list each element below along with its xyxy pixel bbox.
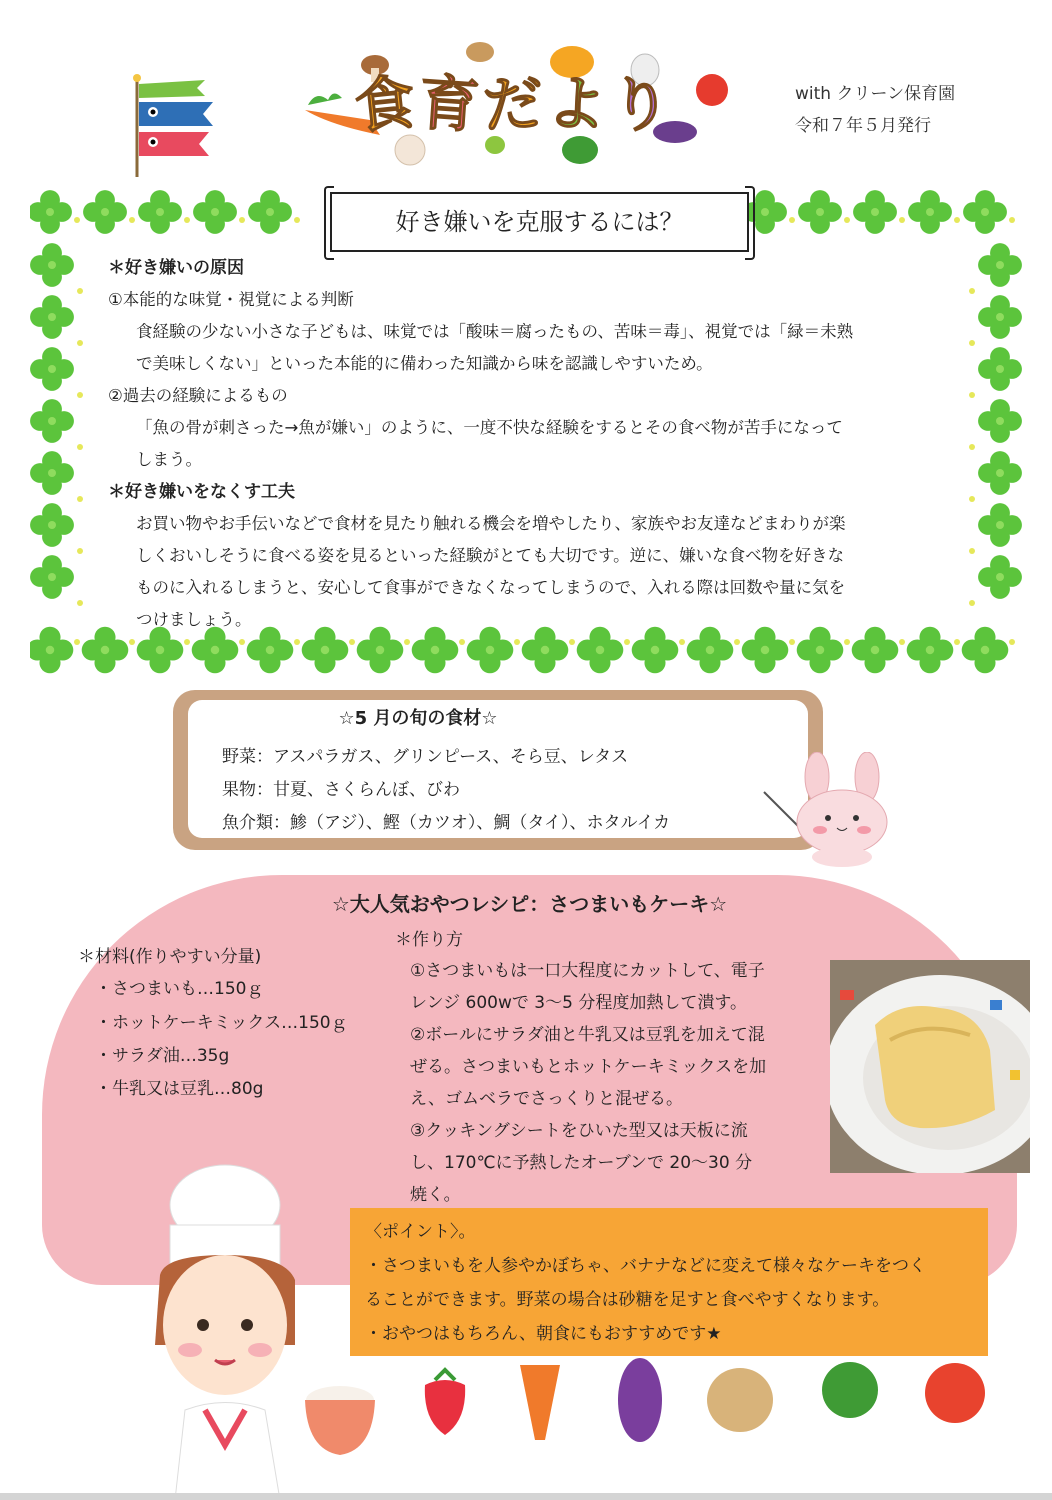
clover-icon (138, 190, 182, 234)
cause1-title: ①本能的な味覚・視覚による判断 (108, 290, 354, 309)
title-char: 食 (351, 66, 423, 144)
dot-icon (969, 548, 975, 554)
dot-icon (77, 392, 83, 398)
step-line: し、170℃に予熱したオーブンで 20～30 分 (410, 1153, 753, 1173)
cause-heading: ＊好き嫌いの原因 (108, 258, 244, 278)
dot-icon (77, 600, 83, 606)
materials-heading: ＊材料(作りやすい分量) (78, 947, 262, 967)
cause1-line1: 食経験の少ない小さな子どもは、味覚では「酸味＝腐ったもの、苦味＝毒」、視覚では「緑＝未熟 (136, 322, 854, 341)
dot-icon (969, 392, 975, 398)
clover-icon (978, 503, 1022, 547)
clover-icon (978, 399, 1022, 443)
clover-icon (83, 190, 127, 234)
dot-icon (404, 639, 410, 645)
dot-icon (954, 217, 960, 223)
cake-photo (830, 960, 1030, 1173)
dot-icon (624, 639, 630, 645)
cause2-title: ②過去の経験によるもの (108, 386, 288, 405)
dot-icon (954, 639, 960, 645)
material-item: ・さつまいも…150ｇ (95, 979, 264, 999)
koinobori-illustration (125, 72, 220, 182)
cause2-line1: 「魚の骨が刺さった→魚が嫌い」のように、一度不快な経験をするとその食べ物が苦手になって (136, 418, 843, 437)
recipe-steps (410, 955, 810, 1211)
step-line: レンジ 600wで 3～5 分程度加熱して潰す。 (410, 993, 747, 1013)
dot-icon (129, 217, 135, 223)
season-vegetables: 野菜：アスパラガス、グリンピース、そら豆、レタス (222, 747, 629, 767)
step-line: 焼く。 (410, 1185, 461, 1205)
rabbit-illustration (762, 752, 912, 867)
dot-icon (969, 444, 975, 450)
dot-icon (77, 288, 83, 294)
dot-icon (74, 639, 80, 645)
dot-icon (294, 217, 300, 223)
fix-line2: しくおいしそうに食べる姿を見るといった経験がとても大切です。逆に、嫌いな食べ物を好きな (136, 546, 845, 565)
recipe-title: ☆大人気おやつレシピ：さつまいもケーキ☆ (331, 892, 728, 916)
food-row-illustration (415, 1345, 1005, 1445)
publisher-info (795, 78, 955, 142)
clover-icon (978, 451, 1022, 495)
point-line3: ・おやつはもちろん、朝食にもおすすめです★ (365, 1324, 722, 1344)
topic-heading-banner (330, 192, 749, 252)
dot-icon (1009, 639, 1015, 645)
season-fruits: 果物：甘夏、さくらんぼ、びわ (222, 780, 460, 800)
point-line1: ・さつまいもを人参やかぼちゃ、バナナなどに変えて様々なケーキをつく (365, 1256, 926, 1276)
material-item: ・サラダ油…35g (95, 1046, 230, 1066)
title-char: よ (544, 67, 614, 143)
dot-icon (569, 639, 575, 645)
clover-icon (962, 627, 1009, 674)
picky-eating-article (108, 252, 953, 636)
cause2-line2: しまう。 (136, 450, 202, 469)
steps-heading: ＊作り方 (395, 930, 463, 950)
step-line: ぜる。さつまいもとホットケーキミックスを加 (410, 1057, 767, 1077)
fix-line1: お買い物やお手伝いなどで食材を見たり触れる機会を増やしたり、家族やお友達などまわりが楽 (136, 514, 846, 533)
dot-icon (969, 288, 975, 294)
newsletter-title (351, 60, 678, 150)
dot-icon (74, 217, 80, 223)
dot-icon (294, 639, 300, 645)
title-char: だ (481, 68, 549, 142)
step-line: ①さつまいもは一口大程度にカットして、電子 (410, 961, 765, 981)
step-line: ②ボールにサラダ油と牛乳又は豆乳を加えて混 (410, 1025, 765, 1045)
material-item: ・牛乳又は豆乳…80g (95, 1079, 264, 1099)
dot-icon (789, 217, 795, 223)
dot-icon (969, 600, 975, 606)
issue-date: 令和７年５月発行 (795, 116, 931, 136)
clover-icon (30, 627, 73, 674)
cause1-line2: で美味しくない」といった本能的に備わった知識から味を認識しやすいため。 (136, 354, 713, 373)
dot-icon (349, 639, 355, 645)
season-seafood: 魚介類：鯵（アジ）、鰹（カツオ）、鯛（タイ）、ホタルイカ (222, 813, 671, 833)
dot-icon (77, 340, 83, 346)
step-line: ③クッキングシートをひいた型又は天板に流 (410, 1121, 748, 1141)
dot-icon (184, 217, 190, 223)
clover-icon (978, 555, 1022, 599)
step-line: え、ゴムベラでさっくりと混ぜる。 (410, 1089, 684, 1109)
dot-icon (969, 496, 975, 502)
dot-icon (899, 217, 905, 223)
clover-icon (978, 347, 1022, 391)
clover-icon (978, 243, 1022, 287)
dot-icon (459, 639, 465, 645)
dot-icon (734, 639, 740, 645)
clover-icon (963, 190, 1007, 234)
point-text (365, 1215, 980, 1351)
season-title: ☆5 月の旬の食材☆ (338, 708, 498, 729)
fix-heading: ＊好き嫌いをなくす工夫 (108, 482, 295, 502)
dot-icon (77, 444, 83, 450)
clover-icon (30, 555, 74, 599)
clover-icon (30, 347, 74, 391)
dot-icon (1009, 217, 1015, 223)
chef-illustration (145, 1155, 375, 1500)
dot-icon (239, 217, 245, 223)
dot-icon (514, 639, 520, 645)
clover-icon (908, 190, 952, 234)
fix-line3: ものに入れるしまうと、安心して食事ができなくなってしまうので、入れる際は回数や量に気を (136, 578, 846, 597)
point-line2: ることができます。野菜の場合は砂糖を足すと食べやすくなります。 (365, 1290, 890, 1310)
title-char: 育 (416, 67, 486, 143)
clover-icon (30, 503, 74, 547)
clover-icon (853, 190, 897, 234)
fix-line4: つけましょう。 (136, 610, 252, 629)
material-item: ・ホットケーキミックス…150ｇ (95, 1013, 348, 1033)
point-heading: 〈ポイント〉。 (365, 1222, 476, 1242)
clover-icon (30, 243, 74, 287)
dot-icon (679, 639, 685, 645)
dot-icon (899, 639, 905, 645)
topic-heading: 好き嫌いを克服するには？ (395, 208, 684, 236)
clover-icon (798, 190, 842, 234)
clover-icon (30, 190, 72, 234)
dot-icon (77, 548, 83, 554)
dot-icon (129, 639, 135, 645)
clover-icon (248, 190, 292, 234)
title-char: り (608, 67, 678, 143)
clover-icon (193, 190, 237, 234)
publisher-name: with クリーン保育園 (795, 84, 956, 104)
dot-icon (844, 217, 850, 223)
dot-icon (789, 639, 795, 645)
clover-icon (30, 295, 74, 339)
dot-icon (239, 639, 245, 645)
clover-icon (30, 399, 74, 443)
dot-icon (844, 639, 850, 645)
clover-icon (978, 295, 1022, 339)
dot-icon (77, 496, 83, 502)
clover-icon (30, 451, 74, 495)
dot-icon (184, 639, 190, 645)
dot-icon (969, 340, 975, 346)
page-edge (0, 1493, 1052, 1500)
